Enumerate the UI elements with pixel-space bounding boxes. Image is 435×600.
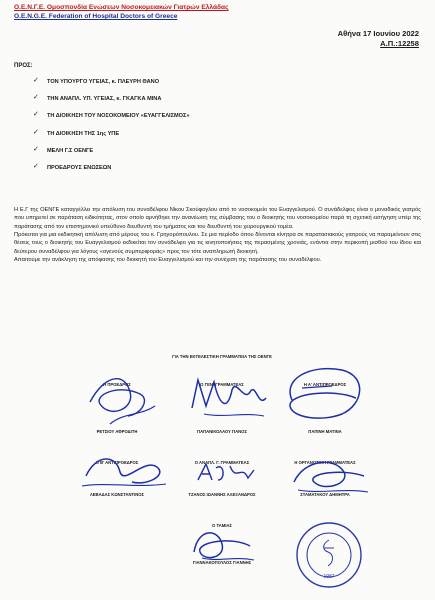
signer-name: ΤΖΑΝΟΣ ΙΩΑΝΝΗΣ ΑΛΕΞΑΝΔΡΟΣ <box>188 492 256 497</box>
recipients-list <box>33 78 189 181</box>
signer-role: Η Α' ΑΝΤΙΠΡΟΕΔΡΟΣ <box>303 382 347 387</box>
signer-name: ΛΕΒΑΔΑΣ ΚΩΝΣΤΑΝΤΙΝΟΣ <box>89 492 145 497</box>
protocol-number: Α.Π.:12258 <box>380 39 419 48</box>
signature-scribble <box>76 446 176 496</box>
signature-scribble <box>80 364 170 434</box>
org-name-english: O.E.N.G.E. Federation of Hospital Doctors of Greece <box>14 13 178 20</box>
signer-name: ΠΑΠΙΝΗ ΜΑΤΙΝΑ <box>308 429 342 434</box>
checkmark-icon: ✓ <box>33 145 39 153</box>
signer-role: Η ΠΡΟΕΔΡΟΣ <box>103 382 131 387</box>
signature-scribble <box>184 368 274 428</box>
body-paragraph: Πρόκειται για μια εκδικητική απόλυση από μέρους του κ. Γρηγορόπουλου. Σε μια περίοδο όπου δίνονται κίνητρα σε παρατασιακούς γιατρούς να παραμείνουν στις θέσεις τους ο διοικητής του Ευαγγελισμού εκδικείται τον συνάδελφο για τις κινητοποιήσεις της περασμένης χρονιάς, ενάντια στην περικοπή μισθού του ίδιου και δεύτερου συναδέλφου για λόγους «αγενούς συμπεριφοράς» προς τον τότε αναπληρωτή διοικητή. <box>14 232 421 255</box>
signer-name: ΡΕΤΣΙΟΥ ΑΦΡΟΔΙΤΗ <box>96 429 138 434</box>
list-item: ✓ ΤΗΝ ΑΝΑΠΛ. ΥΠ. ΥΓΕΙΑΣ, κ. ΓΚΑΓΚΑ ΜΙΝΑ <box>33 94 162 103</box>
checkmark-icon: ✓ <box>33 77 39 84</box>
checkmark-icon: ✓ <box>33 162 39 170</box>
signature-scribble <box>192 458 262 488</box>
body-paragraph: Απαιτούμε την ανάκληση της απόφασης του διοικητή του Ευαγγελισμού και την συνέχιση της παράτασης του συναδέλφου. <box>14 257 322 264</box>
letterhead <box>14 3 229 21</box>
recipients-label: ΠΡΟΣ: <box>14 63 33 69</box>
signer-role: Ο ΑΝΑΠΛ. Γ. ΓΡΑΜΜΑΤΕΑΣ <box>194 460 250 465</box>
signatures-title: ΓΙΑ ΤΗΝ ΕΚΤΕΛΕΣΤΙΚΗ ΓΡΑΜΜΑΤΕΙΑ ΤΗΣ ΟΕΝΓΕ <box>172 354 272 359</box>
letter-date: Αθήνα 17 Ιουνίου 2022 <box>337 29 419 38</box>
signer-role: Ο ΤΑΜΙΑΣ <box>212 523 232 528</box>
list-item: ✓ ΜΕΛΗ Γ.Σ ΟΕΝΓΕ <box>33 145 94 154</box>
list-item: ✓ ΤΗ ΔΙΟΙΚΗΣΗ ΤΗΣ 1ης ΥΠΕ <box>33 128 120 137</box>
signer-name: ΣΤΑΜΑΤΑΚΟΥ ΔΗΜΗΤΡΑ <box>300 492 350 497</box>
official-stamp-icon <box>294 520 364 590</box>
signer-role: Ο Β' ΑΝΤΙΠΡΟΕΔΡΟΣ <box>95 460 139 465</box>
letter-body <box>14 206 421 264</box>
signer-name: ΠΑΠΑΝΙΚΟΛΑΟΥ ΠΑΝΟΣ <box>197 429 247 434</box>
list-item: ✓ ΤΟΝ ΥΠΟΥΡΓΟ ΥΓΕΙΑΣ, κ. ΠΛΕΥΡΗ ΘΑΝΟ <box>33 77 160 85</box>
checkmark-icon: ✓ <box>33 128 39 136</box>
org-name-greek: Ο.Ε.Ν.Γ.Ε. Ομοσπονδία Ενώσεων Νοσοκομειακών Γιατρών Ελλάδας <box>14 4 229 11</box>
signature-scribble <box>272 358 372 433</box>
signer-role: Ο ΓΕΝ. ΓΡΑΜΜΑΤΕΑΣ <box>200 382 244 387</box>
stamp-year: 1987 <box>323 574 335 580</box>
signer-role: Η ΟΡΓΑΝΩΤΙΚΗ ΓΡΑΜΜΑΤΕΑΣ <box>294 460 356 465</box>
signature-block <box>72 340 372 598</box>
list-item: ✓ ΠΡΟΕΔΡΟΥΣ ΕΝΩΣΕΩΝ <box>33 162 112 171</box>
list-item: ✓ ΤΗ ΔΙΟΙΚΗΣΗ ΤΟΥ ΝΟΣΟΚΟΜΕΙΟΥ «ΕΥΑΓΓΕΛΙΣΜΟΣ» <box>33 111 190 120</box>
date-block <box>338 29 419 49</box>
checkmark-icon: ✓ <box>33 94 39 102</box>
signer-name: ΓΙΑΝΝΑΚΟΠΟΥΛΟΣ ΓΙΑΝΝΗΣ <box>192 560 252 565</box>
body-paragraph: Η Ε.Γ της ΟΕΝΓΕ καταγγέλλει την απόλυση του συναδέλφου Νίκου Σκούφογλου από το νοσοκομείο του Ευαγγελισμού. Ο συνάδελφος είναι ο μοναδικός γιατρός που υπηρετεί σε παράταση ειδικότητας, στον οποίο αρνήθηκε την ανανέωση της σύμβασης του ο διοικητής του νοσοκομείου παρά τη σχετική εισήγηση υπέρ της παράτασης από τον επιστημονικό υπεύθυνο διευθυντή του τμήματος και του διευθυντή του χειρουργικού τομέα. <box>14 207 421 230</box>
checkmark-icon: ✓ <box>33 111 39 119</box>
